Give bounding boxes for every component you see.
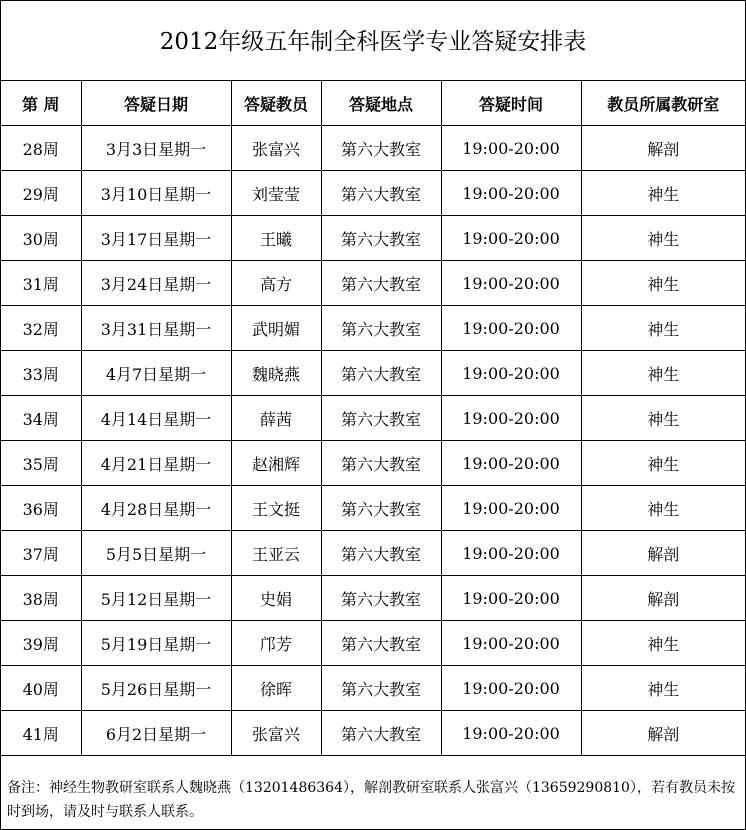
cell-place: 第六大教室 <box>321 441 441 486</box>
cell-dept: 解剖 <box>581 576 745 621</box>
cell-place: 第六大教室 <box>321 396 441 441</box>
cell-date: 3月17日星期一 <box>81 216 231 261</box>
column-header-date: 答疑日期 <box>81 81 231 126</box>
table-row <box>1 441 745 486</box>
cell-week: 41周 <box>1 711 81 756</box>
table-row <box>1 576 745 621</box>
cell-time: 19:00-20:00 <box>441 666 581 711</box>
cell-place: 第六大教室 <box>321 216 441 261</box>
cell-place: 第六大教室 <box>321 261 441 306</box>
table-row <box>1 621 745 666</box>
cell-time: 19:00-20:00 <box>441 306 581 351</box>
table-header-row <box>1 81 745 126</box>
cell-teacher: 徐晖 <box>231 666 321 711</box>
cell-week: 33周 <box>1 351 81 396</box>
cell-dept: 解剖 <box>581 126 745 171</box>
cell-dept: 神生 <box>581 261 745 306</box>
table-row <box>1 126 745 171</box>
cell-date: 4月14日星期一 <box>81 396 231 441</box>
table-row <box>1 711 745 756</box>
cell-week: 40周 <box>1 666 81 711</box>
cell-week: 31周 <box>1 261 81 306</box>
table-row <box>1 351 745 396</box>
table-row <box>1 531 745 576</box>
cell-teacher: 高方 <box>231 261 321 306</box>
cell-time: 19:00-20:00 <box>441 171 581 216</box>
cell-time: 19:00-20:00 <box>441 396 581 441</box>
cell-week: 37周 <box>1 531 81 576</box>
cell-teacher: 王文挺 <box>231 486 321 531</box>
cell-dept: 解剖 <box>581 711 745 756</box>
cell-dept: 神生 <box>581 351 745 396</box>
cell-time: 19:00-20:00 <box>441 351 581 396</box>
cell-date: 4月7日星期一 <box>81 351 231 396</box>
page-title: 2012年级五年制全科医学专业答疑安排表 <box>1 1 745 81</box>
cell-date: 3月10日星期一 <box>81 171 231 216</box>
cell-time: 19:00-20:00 <box>441 576 581 621</box>
cell-date: 5月5日星期一 <box>81 531 231 576</box>
cell-week: 28周 <box>1 126 81 171</box>
cell-teacher: 张富兴 <box>231 126 321 171</box>
column-header-dept: 教员所属教研室 <box>581 81 745 126</box>
cell-week: 30周 <box>1 216 81 261</box>
cell-teacher: 王曦 <box>231 216 321 261</box>
cell-teacher: 薛茜 <box>231 396 321 441</box>
table-row <box>1 171 745 216</box>
cell-week: 36周 <box>1 486 81 531</box>
cell-teacher: 张富兴 <box>231 711 321 756</box>
cell-date: 4月28日星期一 <box>81 486 231 531</box>
cell-time: 19:00-20:00 <box>441 711 581 756</box>
schedule-table <box>1 81 745 756</box>
cell-place: 第六大教室 <box>321 351 441 396</box>
cell-place: 第六大教室 <box>321 306 441 351</box>
cell-place: 第六大教室 <box>321 711 441 756</box>
cell-time: 19:00-20:00 <box>441 531 581 576</box>
cell-dept: 神生 <box>581 396 745 441</box>
cell-date: 4月21日星期一 <box>81 441 231 486</box>
cell-date: 5月26日星期一 <box>81 666 231 711</box>
cell-week: 39周 <box>1 621 81 666</box>
cell-time: 19:00-20:00 <box>441 621 581 666</box>
cell-week: 34周 <box>1 396 81 441</box>
column-header-place: 答疑地点 <box>321 81 441 126</box>
cell-time: 19:00-20:00 <box>441 486 581 531</box>
table-row <box>1 216 745 261</box>
cell-week: 35周 <box>1 441 81 486</box>
cell-teacher: 魏晓燕 <box>231 351 321 396</box>
cell-date: 5月12日星期一 <box>81 576 231 621</box>
cell-dept: 神生 <box>581 306 745 351</box>
cell-place: 第六大教室 <box>321 621 441 666</box>
table-row <box>1 306 745 351</box>
cell-time: 19:00-20:00 <box>441 126 581 171</box>
column-header-week: 第 周 <box>1 81 81 126</box>
cell-week: 32周 <box>1 306 81 351</box>
cell-date: 5月19日星期一 <box>81 621 231 666</box>
cell-time: 19:00-20:00 <box>441 441 581 486</box>
cell-dept: 神生 <box>581 171 745 216</box>
cell-date: 3月24日星期一 <box>81 261 231 306</box>
cell-teacher: 史娟 <box>231 576 321 621</box>
cell-teacher: 邝芳 <box>231 621 321 666</box>
cell-dept: 神生 <box>581 666 745 711</box>
cell-dept: 神生 <box>581 441 745 486</box>
cell-dept: 神生 <box>581 486 745 531</box>
cell-place: 第六大教室 <box>321 666 441 711</box>
cell-teacher: 王亚云 <box>231 531 321 576</box>
cell-dept: 解剖 <box>581 531 745 576</box>
footnote: 备注：神经生物教研室联系人魏晓燕（13201486364），解剖教研室联系人张富兴（13659290810），若有教员未按时到场，请及时与联系人联系。 <box>7 780 735 820</box>
table-row <box>1 486 745 531</box>
cell-date: 3月31日星期一 <box>81 306 231 351</box>
column-header-teacher: 答疑教员 <box>231 81 321 126</box>
cell-place: 第六大教室 <box>321 531 441 576</box>
cell-teacher: 赵湘辉 <box>231 441 321 486</box>
cell-dept: 神生 <box>581 216 745 261</box>
table-row <box>1 396 745 441</box>
cell-dept: 神生 <box>581 621 745 666</box>
cell-place: 第六大教室 <box>321 486 441 531</box>
cell-date: 3月3日星期一 <box>81 126 231 171</box>
cell-place: 第六大教室 <box>321 576 441 621</box>
table-row <box>1 261 745 306</box>
cell-time: 19:00-20:00 <box>441 261 581 306</box>
cell-week: 38周 <box>1 576 81 621</box>
cell-time: 19:00-20:00 <box>441 216 581 261</box>
cell-week: 29周 <box>1 171 81 216</box>
table-row <box>1 666 745 711</box>
cell-place: 第六大教室 <box>321 171 441 216</box>
column-header-time: 答疑时间 <box>441 81 581 126</box>
cell-teacher: 刘莹莹 <box>231 171 321 216</box>
cell-teacher: 武明媚 <box>231 306 321 351</box>
cell-place: 第六大教室 <box>321 126 441 171</box>
cell-date: 6月2日星期一 <box>81 711 231 756</box>
